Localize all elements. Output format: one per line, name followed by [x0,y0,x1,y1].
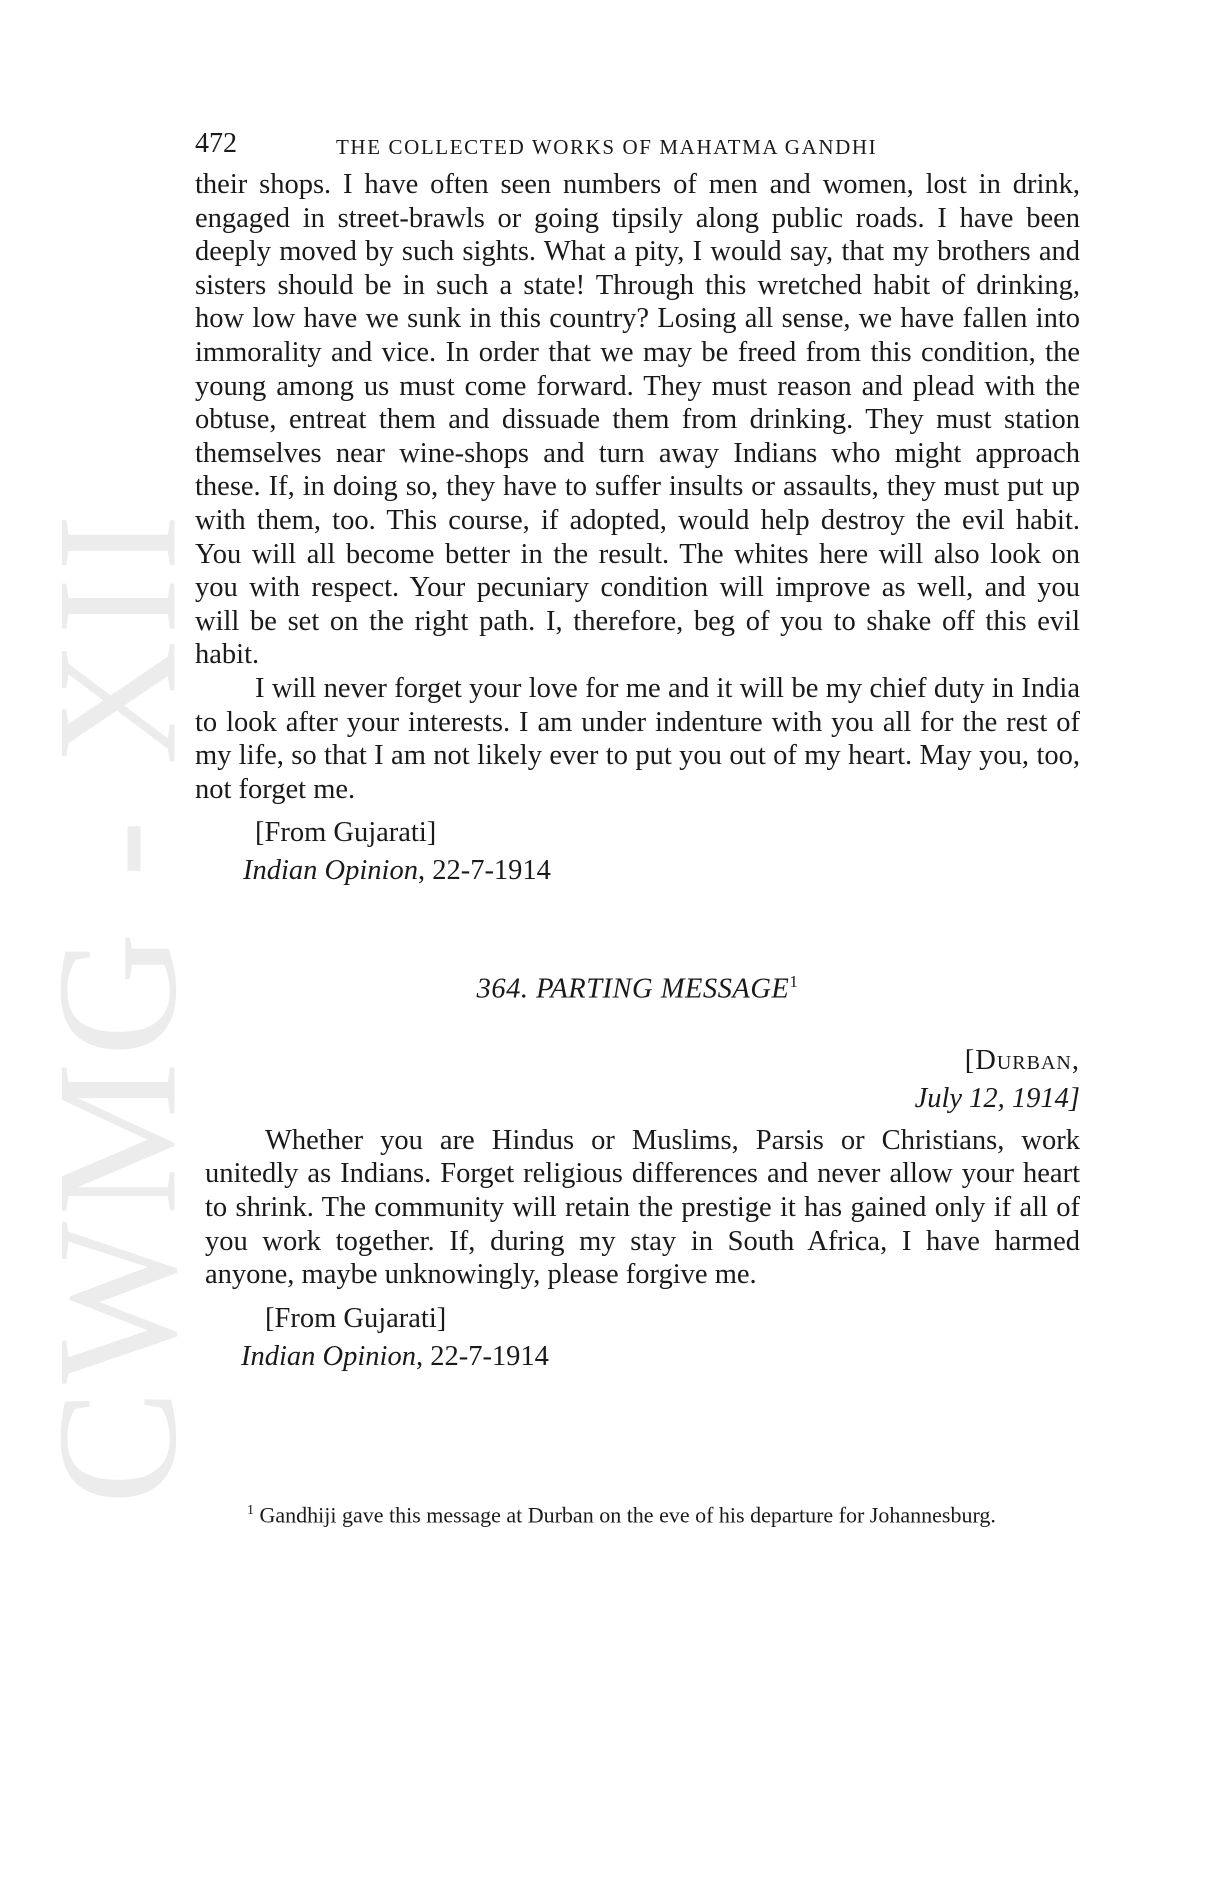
source-note: [From Gujarati] [265,1302,447,1334]
body-paragraph: their shops. I have often seen numbers of men and women, lost in drink, engaged in street-brawls or going tipsily along public roads. I have been deeply moved by such sights. What a pity, I would say, that my brothers and sisters should be in such a state! Through this wretched habit of drinking, how low have we sunk in this country? Losing all sense, we have fallen into immorality and vice. In order that we may be freed from this condition, the young among us must come forward. They must reason and plead with the obtuse, entreat them and dissuade them from drinking. They must station themselves near wine-shops and turn away Indians who might approach these. If, in doing so, they have to suffer insults or assaults, they must put up with them, too. This course, if adopted, would help destroy the evil habit. You will all become better in the result. The whites here will also look on you with respect. Your pecuniary condition will improve as well, and you will be set on the right path. I, therefore, beg of you to shake off this evil habit. [195,169,1080,671]
footnote-text: Gandhiji gave this message at Durban on the eve of his departure for Johannesburg. [254,1502,996,1528]
citation-date: , 22-7-1914 [417,855,551,887]
section-364 [205,1124,1080,1376]
watermark: CWMG - XII [22,508,213,1505]
book-title: THE COLLECTED WORKS OF MAHATMA GANDHI [336,135,878,159]
spacer [195,1376,1080,1496]
section-363-continued [195,168,1080,890]
footnote [195,1496,1080,1530]
section-heading [195,972,1080,1006]
dateline-date: July 12, 1914] [914,1082,1080,1114]
citation-date: , 22-7-1914 [415,1340,549,1372]
page-number: 472 [195,128,237,159]
dateline-place: [Durban, [964,1044,1080,1076]
dateline [195,1042,1080,1118]
footnote-mark: 1 [247,1502,254,1518]
running-head [195,128,1080,168]
citation [241,1338,1080,1376]
citation-title: Indian Opinion [243,855,418,887]
footnote-reference: 1 [789,972,799,992]
page-content [195,128,1080,1530]
source-note: [From Gujarati] [255,817,437,849]
section-title: 364. PARTING MESSAGE [476,973,790,1005]
body-paragraph: Whether you are Hindus or Muslims, Parsis or Christians, work unitedly as Indians. Forget religious differences and never allow your heart to shrink. The community will retain the prestige it has gained only if all of you work together. If, during my stay in South Africa, I have harmed anyone, maybe unknowingly, please forgive me. [205,1124,1080,1291]
citation [243,852,1080,890]
body-paragraph: I will never forget your love for me and it will be my chief duty in India to look after your interests. I am under indenture with you all for the rest of my life, so that I am not likely ever to put you out of my heart. May you, too, not forget me. [195,672,1080,805]
citation-title: Indian Opinion [241,1340,416,1372]
